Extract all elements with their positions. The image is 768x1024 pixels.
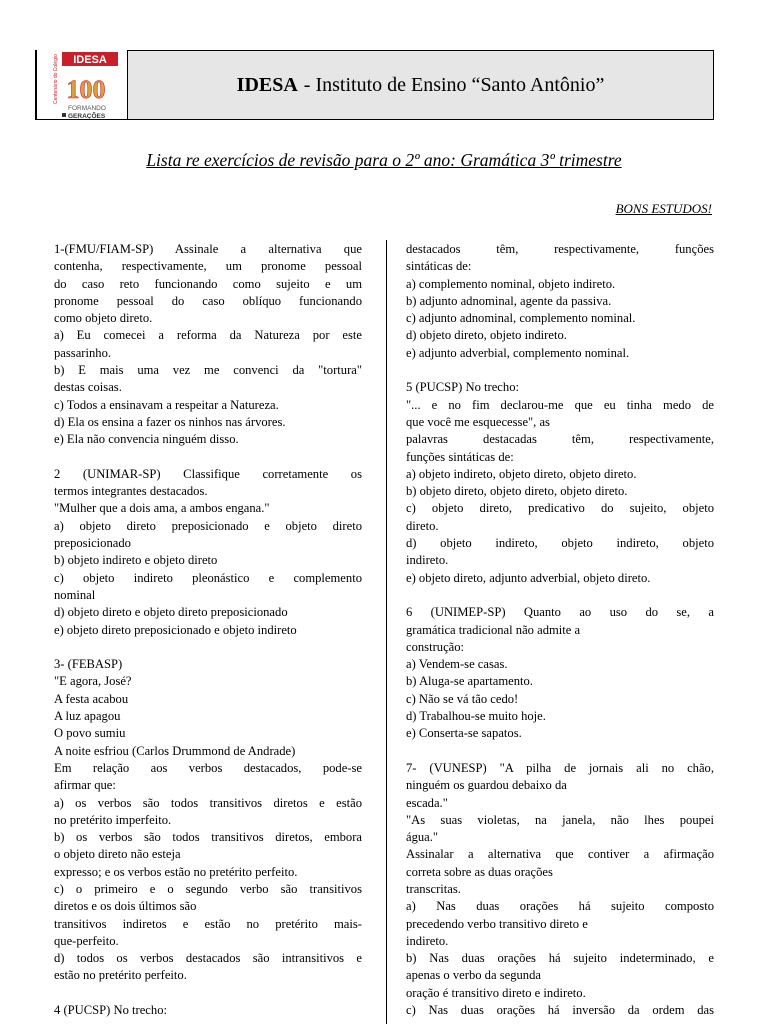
text-line: a) Nas duas orações há sujeito composto xyxy=(406,899,714,914)
text-line: c) Não se vá tão cedo! xyxy=(406,691,519,706)
text-line: correta sobre as duas orações xyxy=(406,864,553,879)
text-line: "As suas violetas, na janela, não lhes poupei xyxy=(406,812,714,827)
column-divider xyxy=(386,240,387,1024)
blank-line xyxy=(54,985,362,1002)
text-line: afirmar que: xyxy=(54,778,116,793)
text-line: gramática tradicional não admite a xyxy=(406,622,581,637)
text-line: "... e no fim declarou-me que eu tinha medo de xyxy=(406,397,714,412)
text-line: 2 (UNIMAR-SP) Classifique corretamente os xyxy=(54,466,362,481)
bons-estudos-note: BONS ESTUDOS! xyxy=(615,201,712,216)
text-line: transcritas. xyxy=(406,881,461,896)
text-line: preposicionado xyxy=(54,536,131,551)
school-name: - Instituto de Ensino “Santo Antônio” xyxy=(303,73,605,96)
text-line: apenas o verbo da segunda xyxy=(406,968,541,983)
text-line: b) objeto direto, objeto direto, objeto direto. xyxy=(406,484,628,499)
text-line: destacados têm, respectivamente, funções xyxy=(406,242,714,256)
text-line: b) Aluga-se apartamento. xyxy=(406,674,533,689)
text-line: d) Ela os ensina a fazer os ninhos nas árvores. xyxy=(54,414,286,429)
text-line: contenha, respectivamente, um pronome pessoal xyxy=(54,259,362,274)
text-line: c) adjunto adnominal, complemento nominal. xyxy=(406,311,636,326)
text-line: direto. xyxy=(406,518,439,533)
text-line: 7- (VUNESP) "A pilha de jornais ali no chão, xyxy=(406,760,714,775)
text-line: A festa acabou xyxy=(54,691,129,706)
text-line: Assinalar a alternativa que contiver a afirmação xyxy=(406,847,714,862)
text-line: diretos e os dois últimos são xyxy=(54,899,197,914)
text-line: e) objeto direto preposicionado e objeto indireto xyxy=(54,622,297,637)
blank-line xyxy=(406,587,714,604)
text-line: palavras destacadas têm, respectivamente, xyxy=(406,432,714,447)
text-line: A luz apagou xyxy=(54,709,121,724)
text-line: pronome pessoal do caso oblíquo funcionando xyxy=(54,293,362,308)
right-column xyxy=(406,241,714,1019)
text-line: "Mulher que a dois ama, a ambos engana." xyxy=(54,501,270,516)
text-line: água." xyxy=(406,830,439,845)
text-line: O povo sumiu xyxy=(54,726,126,741)
text-line: c) o primeiro e o segundo verbo são transitivos xyxy=(54,881,362,896)
text-line: 5 (PUCSP) No trecho: xyxy=(406,380,519,395)
text-line: d) objeto direto e objeto direto preposicionado xyxy=(54,605,288,620)
text-line: nominal xyxy=(54,587,96,602)
text-line: c) Todos a ensinavam a respeitar a Natureza. xyxy=(54,397,279,412)
page-subtitle: Lista re exercícios de revisão para o 2º ano: Gramática 3º trimestre xyxy=(146,150,622,170)
blank-line xyxy=(406,743,714,760)
text-line: d) Trabalhou-se muito hoje. xyxy=(406,709,546,724)
logo-brand-text: IDESA xyxy=(73,54,107,66)
text-line: a) objeto direto preposicionado e objeto direto xyxy=(54,518,362,533)
text-line: como objeto direto. xyxy=(54,311,153,326)
text-line: d) todos os verbos destacados são intransitivos e xyxy=(54,951,362,966)
text-line: 3- (FEBASP) xyxy=(54,657,123,672)
text-line: b) objeto indireto e objeto direto xyxy=(54,553,218,568)
text-line: que-perfeito. xyxy=(54,933,119,948)
text-line: 4 (PUCSP) No trecho: xyxy=(54,1003,167,1018)
left-column xyxy=(54,241,362,1019)
blank-line xyxy=(406,362,714,379)
logo-bottom-text-2: GERAÇÕES xyxy=(68,113,106,120)
school-title xyxy=(127,50,714,120)
text-line: A noite esfriou (Carlos Drummond de Andrade) xyxy=(54,743,296,758)
text-line: b) Nas duas orações há sujeito indeterminado, e xyxy=(406,951,714,966)
text-line: 6 (UNIMEP-SP) Quanto ao uso do se, a xyxy=(406,605,714,620)
text-line: a) Eu comecei a reforma da Natureza por este xyxy=(54,328,362,343)
text-line: sintáticas de: xyxy=(406,259,472,274)
text-line: termos integrantes destacados. xyxy=(54,484,208,499)
text-line: "E agora, José? xyxy=(54,674,132,689)
text-line: expresso; e os verbos estão no pretérito perfeito. xyxy=(54,864,298,879)
text-line: o objeto direto não esteja xyxy=(54,847,181,862)
logo-bottom-text-1: FORMANDO xyxy=(68,105,106,112)
school-brand: IDESA xyxy=(236,73,298,96)
text-line: d) objeto indireto, objeto indireto, objeto xyxy=(406,536,714,551)
text-line: b) adjunto adnominal, agente da passiva. xyxy=(406,293,612,308)
text-line: b) E mais uma vez me convenci da "tortura" xyxy=(54,363,362,378)
text-line: a) objeto indireto, objeto direto, objeto direto. xyxy=(406,466,637,481)
blank-line xyxy=(54,639,362,656)
text-line: a) complemento nominal, objeto indireto. xyxy=(406,276,616,291)
text-line: c) objeto direto, predicativo do sujeito, objeto xyxy=(406,501,714,516)
text-line: construção: xyxy=(406,639,465,654)
text-line: Em relação aos verbos destacados, pode-se xyxy=(54,760,362,775)
document-header xyxy=(35,50,714,120)
text-line: oração é transitivo direto e indireto. xyxy=(406,985,586,1000)
text-line: ninguém os guardou debaixo da xyxy=(406,778,567,793)
text-line: no pretérito imperfeito. xyxy=(54,812,172,827)
text-line: e) Conserta-se sapatos. xyxy=(406,726,522,741)
text-line: escada." xyxy=(406,795,448,810)
text-line: e) objeto direto, adjunto adverbial, objeto direto. xyxy=(406,570,651,585)
text-line: b) os verbos são todos transitivos diretos, embora xyxy=(54,830,362,845)
text-line: d) objeto direto, objeto indireto. xyxy=(406,328,567,343)
text-line: c) Nas duas orações há inversão da ordem das xyxy=(406,1003,714,1018)
text-line: a) Vendem-se casas. xyxy=(406,657,508,672)
text-line: e) Ela não convencia ninguém disso. xyxy=(54,432,239,447)
text-line: a) os verbos são todos transitivos diretos e estão xyxy=(54,795,362,810)
text-line: passarinho. xyxy=(54,345,112,360)
text-line: c) objeto indireto pleonástico e complemento xyxy=(54,570,362,585)
text-line: do caso reto funcionando como sujeito e um xyxy=(54,276,362,291)
text-line: precedendo verbo transitivo direto e xyxy=(406,916,588,931)
text-line: estão no pretérito perfeito. xyxy=(54,968,187,983)
logo-side-text: Centenário do Colégio xyxy=(53,54,59,104)
text-line: indireto. xyxy=(406,933,449,948)
logo-number: 100 xyxy=(66,75,106,104)
text-line: indireto. xyxy=(406,553,449,568)
text-line: funções sintáticas de: xyxy=(406,449,514,464)
text-line: 1-(FMU/FIAM-SP) Assinale a alternativa que xyxy=(54,242,362,256)
text-line: transitivos indiretos e estão no pretérito mais- xyxy=(54,916,362,931)
text-line: e) adjunto adverbial, complemento nominal. xyxy=(406,345,630,360)
blank-line xyxy=(54,449,362,466)
school-logo xyxy=(48,52,120,120)
text-line: que você me esquecesse", as xyxy=(406,414,550,429)
text-line: destas coisas. xyxy=(54,380,122,395)
